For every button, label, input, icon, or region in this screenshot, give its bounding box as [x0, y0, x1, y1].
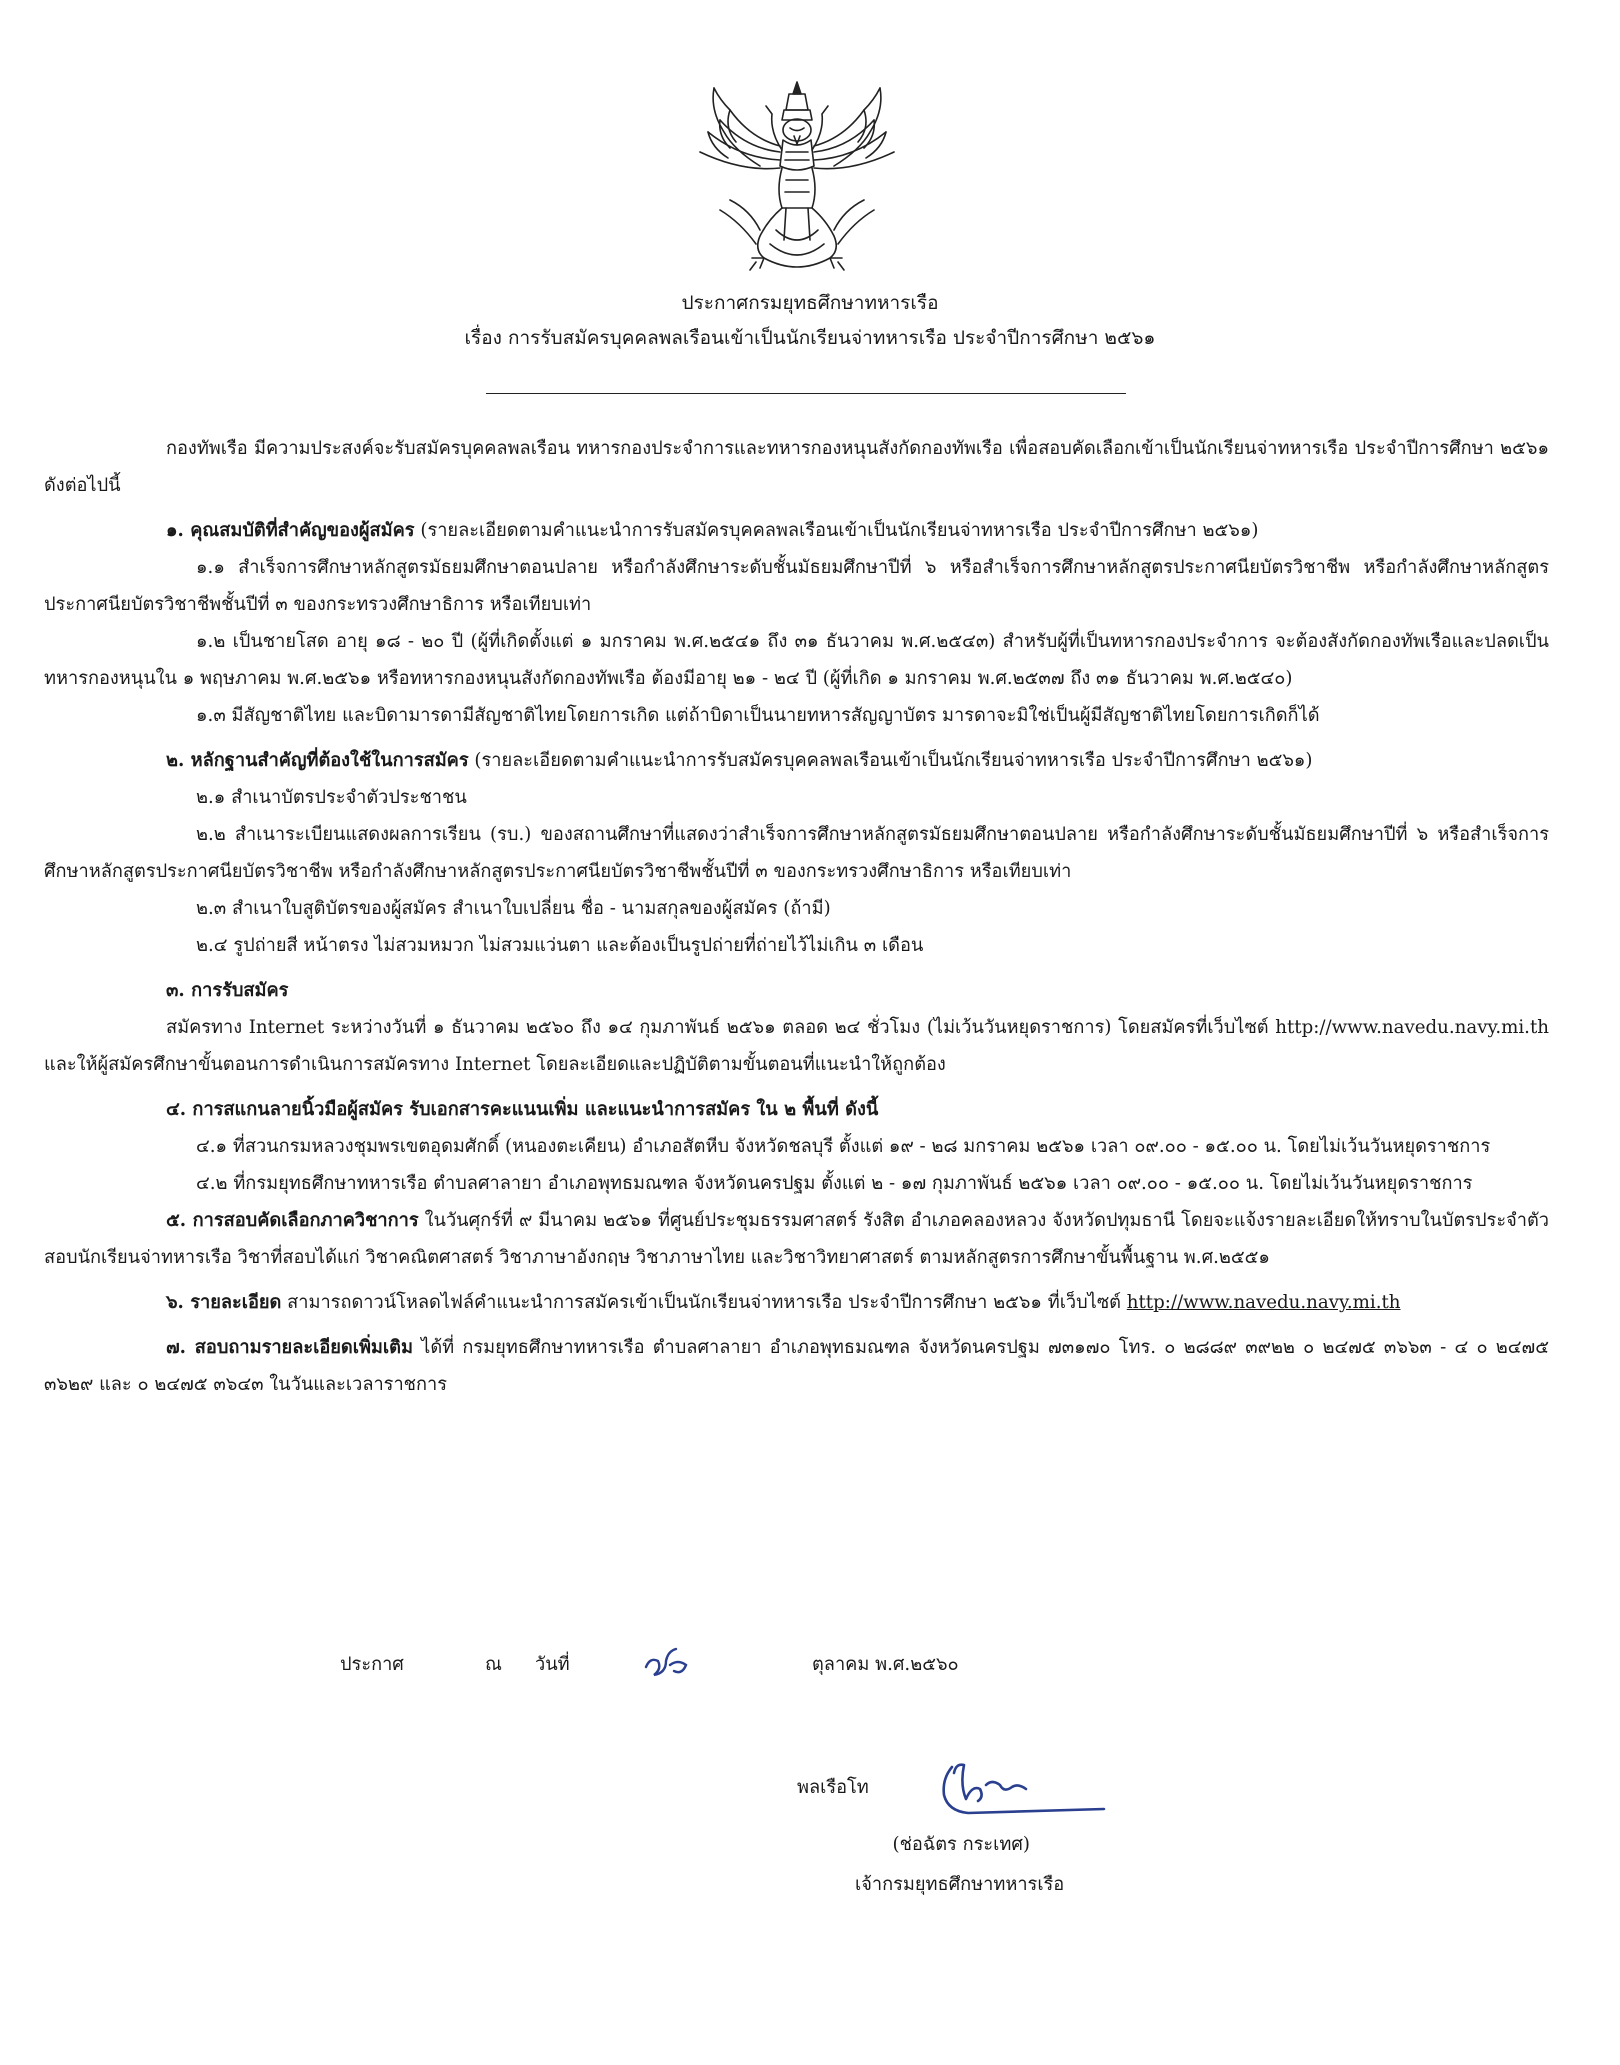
section-7-line: [44, 1329, 1549, 1403]
title-divider: [486, 393, 1126, 394]
signature-mark: [934, 1755, 1134, 1825]
section-1-note: (รายละเอียดตามคำแนะนำการรับสมัครบุคคลพลเรือนเข้าเป็นนักเรียนจ่าทหารเรือ ประจำปีการศึกษา ๒๕๖๑): [414, 520, 1259, 541]
section-2-heading-line: [44, 742, 1549, 779]
handwritten-day: [636, 1637, 696, 1685]
section-2-3: ๒.๓ สำเนาใบสูติบัตรของผู้สมัคร สำเนาใบเปลี่ยน ชื่อ - นามสกุลของผู้สมัคร (ถ้ามี): [196, 898, 831, 919]
document-subject: เรื่อง การรับสมัครบุคคลพลเรือนเข้าเป็นนักเรียนจ่าทหารเรือ ประจำปีการศึกษา ๒๕๖๑: [464, 327, 1156, 349]
section-1-1: ๑.๑ สำเร็จการศึกษาหลักสูตรมัธยมศึกษาตอนปลาย หรือกำลังศึกษาระดับชั้นมัธยมศึกษาปีที่ ๖ หรือสำเร็จการศึกษาหลักสูตรประกาศนียบัตรวิชาชีพ หรือกำลังศึกษาหลักสูตรประกาศนียบัตรวิชาชีพชั้นปีที่ ๓ ของกระทรวงศึกษาธิการ หรือเทียบเท่า: [44, 557, 1549, 615]
intro-paragraph: กองทัพเรือ มีความประสงค์จะรับสมัครบุคคลพลเรือน ทหารกองประจำการและทหารกองหนุนสังกัดกองทัพเรือ เพื่อสอบคัดเลือกเข้าเป็นนักเรียนจ่าทหารเรือ ประจำปีการศึกษา ๒๕๖๑ ดังต่อไปนี้: [44, 438, 1549, 496]
section-2-2: ๒.๒ สำเนาระเบียนแสดงผลการเรียน (รบ.) ของสถานศึกษาที่แสดงว่าสำเร็จการศึกษาหลักสูตรมัธยมศึกษาตอนปลาย หรือกำลังศึกษาระดับชั้นมัธยมศึกษาปีที่ ๖ หรือสำเร็จการศึกษาหลักสูตรประกาศนียบัตรวิชาชีพ หรือกำลังศึกษาหลักสูตรประกาศนียบัตรวิชาชีพชั้นปีที่ ๓ ของกระทรวงศึกษาธิการ หรือเทียบเท่า: [44, 824, 1549, 882]
garuda-emblem: [690, 80, 905, 275]
section-5-heading: ๕. การสอบคัดเลือกภาควิชาการ: [166, 1210, 419, 1231]
announce-at: ณ: [485, 1654, 502, 1675]
section-2-1: ๒.๑ สำเนาบัตรประจำตัวประชาชน: [196, 787, 467, 808]
section-6-link[interactable]: http://www.navedu.navy.mi.th: [1126, 1292, 1401, 1313]
section-5-line: [44, 1202, 1549, 1276]
section-2-note: (รายละเอียดตามคำแนะนำการรับสมัครบุคคลพลเรือนเข้าเป็นนักเรียนจ่าทหารเรือ ประจำปีการศึกษา ๒๕๖๑): [468, 750, 1313, 771]
document-title: ประกาศกรมยุทธศึกษาทหารเรือ: [681, 292, 939, 314]
section-5-text: ในวันศุกร์ที่ ๙ มีนาคม ๒๕๖๑ ที่ศูนย์ประชุมธรรมศาสตร์ รังสิต อำเภอคลองหลวง จังหวัดปทุมธานี โดยจะแจ้งรายละเอียดให้ทราบในบัตรประจำตัวสอบนักเรียนจ่าทหารเรือ วิชาที่สอบได้แก่ วิชาคณิตศาสตร์ วิชาภาษาอังกฤษ วิชาภาษาไทย และวิชาวิทยาศาสตร์ ตามหลักสูตรการศึกษาขั้นพื้นฐาน พ.ศ.๒๕๕๑: [44, 1210, 1549, 1268]
signatory-name: (ช่อฉัตร กระเทศ): [892, 1834, 1030, 1855]
announce-month-year: ตุลาคม พ.ศ.๒๕๖๐: [812, 1654, 959, 1675]
section-1-2: ๑.๒ เป็นชายโสด อายุ ๑๘ - ๒๐ ปี (ผู้ที่เกิดตั้งแต่ ๑ มกราคม พ.ศ.๒๕๔๑ ถึง ๓๑ ธันวาคม พ.ศ.๒๕๔๓) สำหรับผู้ที่เป็นทหารกองประจำการ จะต้องสังกัดกองทัพเรือและปลดเป็นทหารกองหนุนใน ๑ พฤษภาคม พ.ศ.๒๕๖๑ หรือทหารกองหนุนสังกัดกองทัพเรือ ต้องมีอายุ ๒๑ - ๒๔ ปี (ผู้ที่เกิด ๑ มกราคม พ.ศ.๒๕๓๗ ถึง ๓๑ ธันวาคม พ.ศ.๒๕๔๐): [44, 631, 1549, 689]
section-1-heading-line: [44, 512, 1549, 549]
section-7-text: ได้ที่ กรมยุทธศึกษาทหารเรือ ตำบลศาลายา อำเภอพุทธมณฑล จังหวัดนครปฐม ๗๓๑๗๐ โทร. ๐ ๒๘๘๙ ๓๙๒๒ ๐ ๒๔๗๕ ๓๖๖๓ - ๔ ๐ ๒๔๗๕ ๓๖๒๙ และ ๐ ๒๔๗๕ ๓๖๔๓ ในวันและเวลาราชการ: [44, 1337, 1549, 1395]
section-4-2: ๔.๒ ที่กรมยุทธศึกษาทหารเรือ ตำบลศาลายา อำเภอพุทธมณฑล จังหวัดนครปฐม ตั้งแต่ ๒ - ๑๗ กุมภาพันธ์ ๒๕๖๑ เวลา ๐๙.๐๐ - ๑๕.๐๐ น. โดยไม่เว้นวันหยุดราชการ: [196, 1173, 1473, 1194]
section-6-heading: ๖. รายละเอียด: [166, 1292, 282, 1313]
document-body: [44, 430, 1549, 1403]
section-3-text: สมัครทาง Internet ระหว่างวันที่ ๑ ธันวาคม ๒๕๖๐ ถึง ๑๔ กุมภาพันธ์ ๒๕๖๑ ตลอด ๒๔ ชั่วโมง (ไม่เว้นวันหยุดราชการ) โดยสมัครที่เว็บไซต์ http://www.navedu.navy.mi.th และให้ผู้สมัครศึกษาขั้นตอนการดำเนินการสมัครทาง Internet โดยละเอียดและปฏิบัติตามขั้นตอนที่แนะนำให้ถูกต้อง: [44, 1017, 1549, 1075]
signatory-rank: พลเรือโท: [797, 1777, 869, 1798]
section-1-heading: ๑. คุณสมบัติที่สำคัญของผู้สมัคร: [166, 520, 415, 541]
signatory-position: เจ้ากรมยุทธศึกษาทหารเรือ: [855, 1874, 1065, 1895]
section-6-line: [44, 1284, 1549, 1321]
section-4-heading: ๔. การสแกนลายนิ้วมือผู้สมัคร รับเอกสารคะแนนเพิ่ม และแนะนำการสมัคร ใน ๒ พื้นที่ ดังนี้: [166, 1099, 879, 1120]
section-6-text: สามารถดาวน์โหลดไฟล์คำแนะนำการสมัครเข้าเป็นนักเรียนจ่าทหารเรือ ประจำปีการศึกษา ๒๕๖๑ ที่เว็บไซต์: [281, 1292, 1127, 1313]
section-3-heading: ๓. การรับสมัคร: [166, 980, 289, 1001]
section-4-1: ๔.๑ ที่สวนกรมหลวงชุมพรเขตอุดมศักดิ์ (หนองตะเคียน) อำเภอสัตหีบ จังหวัดชลบุรี ตั้งแต่ ๑๙ - ๒๘ มกราคม ๒๕๖๑ เวลา ๐๙.๐๐ - ๑๕.๐๐ น. โดยไม่เว้นวันหยุดราชการ: [196, 1136, 1491, 1157]
announce-date-label: วันที่: [535, 1654, 570, 1675]
section-2-heading: ๒. หลักฐานสำคัญที่ต้องใช้ในการสมัคร: [166, 750, 469, 771]
announce-label: ประกาศ: [340, 1654, 404, 1675]
section-7-heading: ๗. สอบถามรายละเอียดเพิ่มเติม: [166, 1337, 413, 1358]
section-2-4: ๒.๔ รูปถ่ายสี หน้าตรง ไม่สวมหมวก ไม่สวมแว่นตา และต้องเป็นรูปถ่ายที่ถ่ายไว้ไม่เกิน ๓ เดือน: [196, 935, 924, 956]
section-1-3: ๑.๓ มีสัญชาติไทย และบิดามารดามีสัญชาติไทยโดยการเกิด แต่ถ้าบิดาเป็นนายทหารสัญญาบัตร มารดาจะมิใช่เป็นผู้มีสัญชาติไทยโดยการเกิดก็ได้: [196, 705, 1320, 726]
